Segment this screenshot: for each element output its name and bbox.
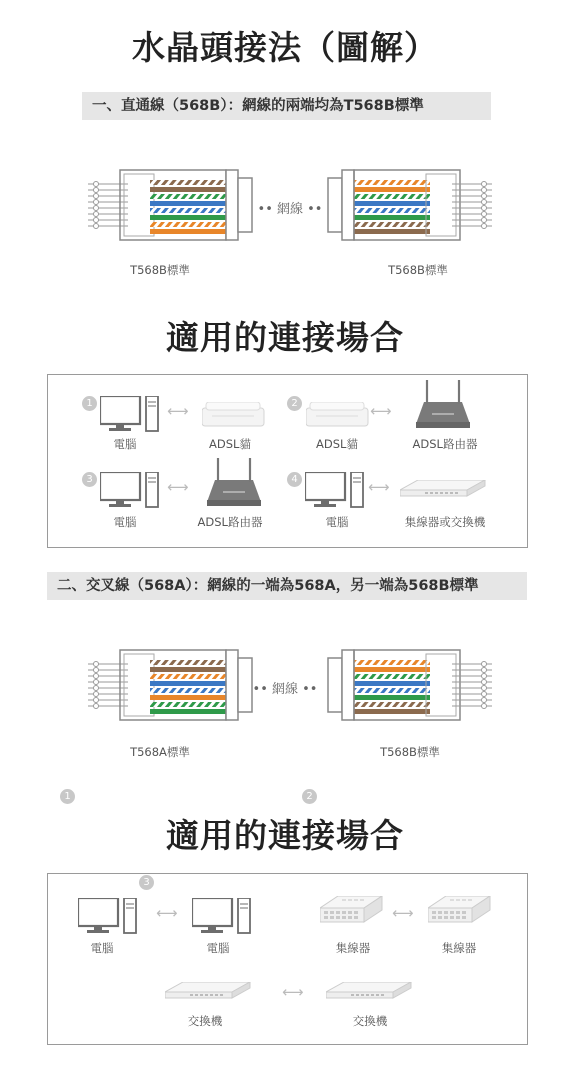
double-arrow-icon: ⟷ [392,904,414,922]
device-label: 電腦 [113,437,137,451]
computer-icon [192,898,252,934]
scenario-number: 4 [287,472,302,487]
device-label: ADSL貓 [209,437,251,451]
double-arrow-icon: ⟷ [282,983,304,1001]
right-connector [328,650,492,720]
modem-icon [306,402,370,428]
right-connector [328,170,492,240]
right-standard-caption: T568B標準 [388,263,448,277]
switch-icon [400,480,488,498]
scenario-number: 1 [60,789,75,804]
device-label: 集線器或交換機 [404,515,486,529]
double-arrow-icon: ⟷ [370,402,392,420]
cable-label: •• 網線 •• [257,202,323,217]
left-connector [88,650,252,720]
scenario-number: 3 [139,875,154,890]
page-title: 水晶頭接法（圖解） [132,28,438,67]
double-arrow-icon: ⟷ [167,402,189,420]
computer-icon [100,396,160,432]
computer-icon [305,472,365,508]
router-icon [412,380,474,430]
computer-icon [78,898,138,934]
section2-band: 二、交叉線（568A）：網線的一端為568A，另一端為568B標準 [47,572,527,600]
hub-icon [428,896,492,924]
double-arrow-icon: ⟷ [368,478,390,496]
computer-icon [100,472,160,508]
left-connector [88,170,252,240]
usage-title-1: 適用的連接場合 [166,318,404,357]
section1-band: 一、直通線（568B）：網線的兩端均為T568B標準 [82,92,491,120]
device-label: 交換機 [187,1014,223,1028]
device-label: 電腦 [325,515,349,529]
device-label: ADSL路由器 [197,515,263,529]
device-label: 集線器 [335,941,371,955]
scenario-number: 1 [82,396,97,411]
double-arrow-icon: ⟷ [156,904,178,922]
cable-label: •• 網線 •• [252,682,318,697]
device-label: 交換機 [352,1014,388,1028]
left-standard-caption: T568B標準 [130,263,190,277]
switch-icon [165,982,253,1000]
device-label: 電腦 [113,515,137,529]
device-label: 集線器 [441,941,477,955]
scenario-number: 3 [82,472,97,487]
modem-icon [202,402,266,428]
hub-icon [320,896,384,924]
right-standard-caption: T568B標準 [380,745,440,759]
device-label: 電腦 [206,941,230,955]
device-label: ADSL貓 [316,437,358,451]
device-label: ADSL路由器 [412,437,478,451]
usage-title-2: 適用的連接場合 [166,816,404,855]
router-icon [203,458,265,508]
scenario-number: 2 [287,396,302,411]
left-standard-caption: T568A標準 [130,745,190,759]
scenario-number: 2 [302,789,317,804]
double-arrow-icon: ⟷ [167,478,189,496]
device-label: 電腦 [90,941,114,955]
switch-icon [326,982,414,1000]
